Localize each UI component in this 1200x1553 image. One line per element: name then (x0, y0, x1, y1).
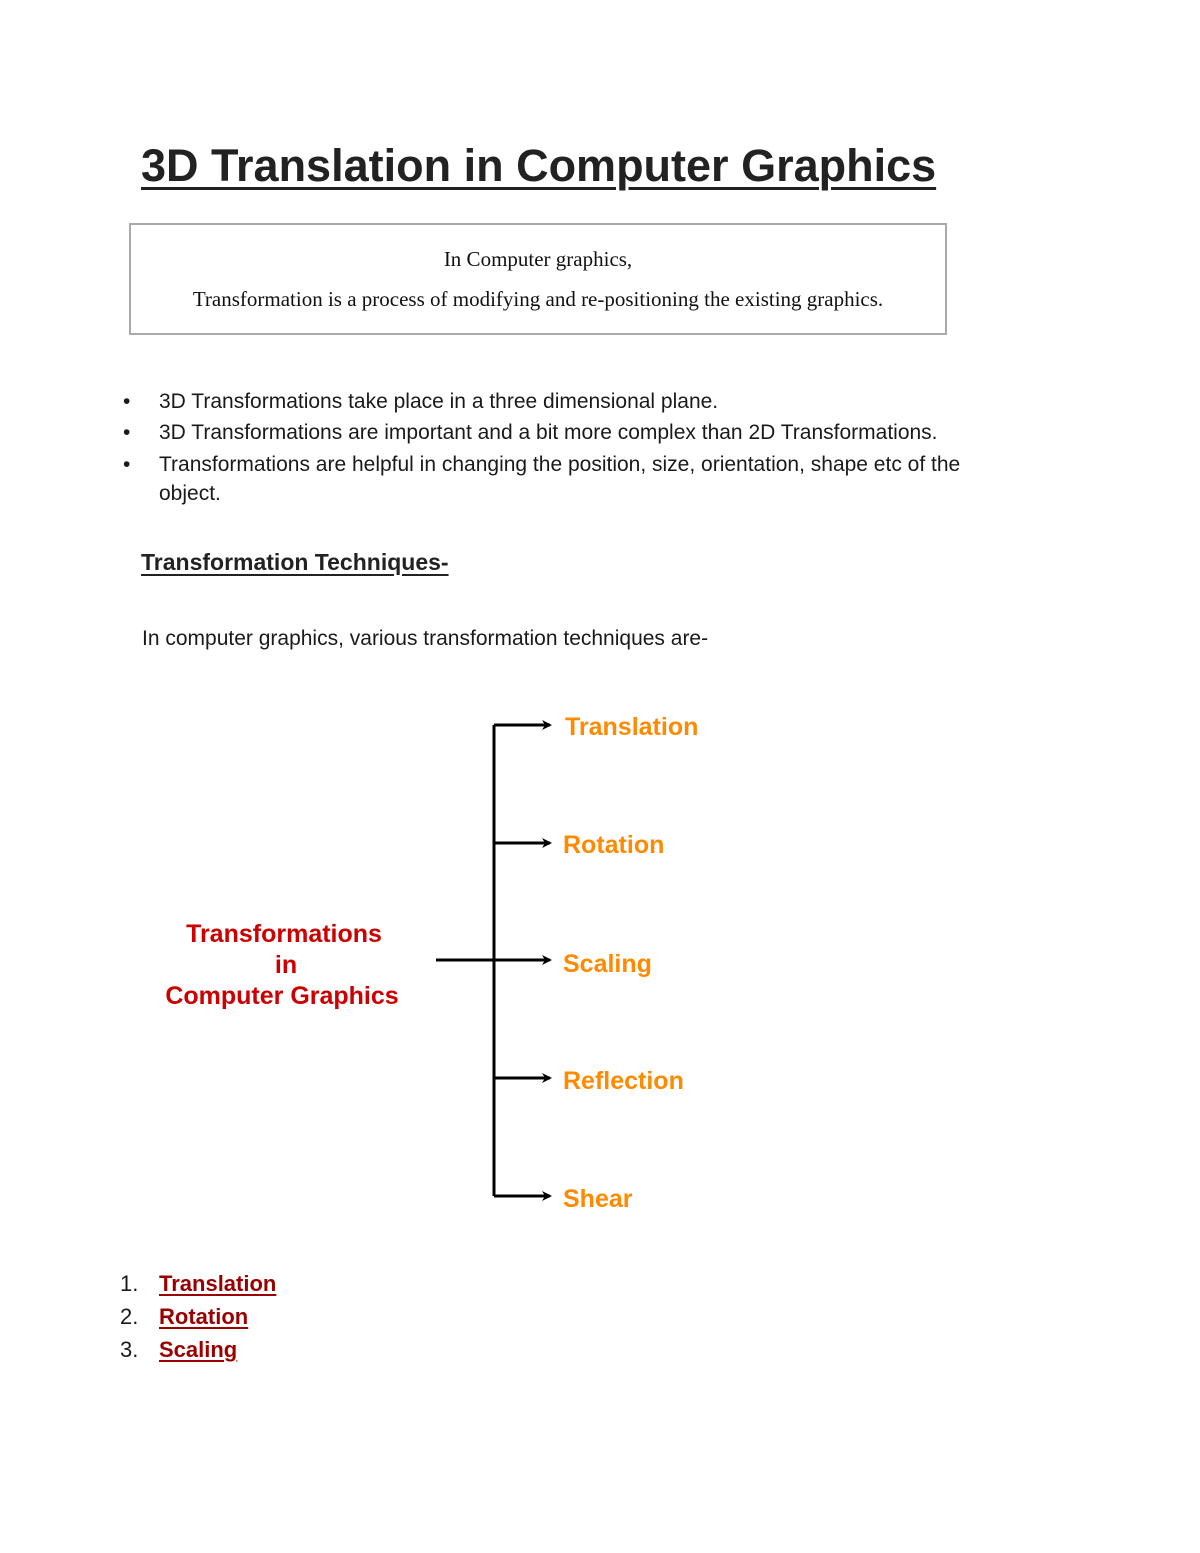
link-scaling[interactable]: Scaling (159, 1337, 238, 1362)
bullet-list (123, 386, 1079, 508)
bullet-text: 3D Transformations take place in a three dimensional plane. (159, 390, 719, 413)
diagram-target-rotation: Rotation (563, 831, 665, 859)
bullet-dot-icon: • (123, 390, 131, 413)
bullet-text: 3D Transformations are important and a bit more complex than 2D Transformations. (159, 421, 938, 444)
bullet-dot-icon: • (123, 421, 131, 444)
section-heading: Transformation Techniques- (141, 549, 449, 575)
link-rotation[interactable]: Rotation (159, 1304, 249, 1329)
numbered-item (120, 1333, 276, 1366)
bullet-text-continued: object. (159, 482, 221, 505)
bullet-item (123, 417, 1079, 448)
diagram-target-reflection: Reflection (563, 1067, 684, 1095)
diagram-source-line-1: Transformations (186, 920, 382, 948)
transformations-diagram (0, 690, 1200, 1230)
bullet-item (123, 450, 1079, 508)
item-number: 2. (120, 1304, 139, 1329)
diagram-source-line-2: in (274, 951, 298, 979)
diagram-target-scaling: Scaling (563, 950, 652, 978)
item-number: 1. (120, 1271, 139, 1296)
bullet-text: Transformations are helpful in changing the position, size, orientation, shape etc of the (159, 453, 961, 476)
diagram-source-line-3: Computer Graphics (165, 982, 399, 1010)
definition-box (129, 223, 947, 335)
numbered-item (120, 1267, 276, 1300)
link-translation[interactable]: Translation (159, 1271, 277, 1296)
item-number: 3. (120, 1337, 139, 1362)
diagram-target-shear: Shear (563, 1185, 633, 1213)
page-title: 3D Translation in Computer Graphics (141, 140, 937, 191)
definition-line-1: In Computer graphics, (443, 247, 633, 271)
bullet-dot-icon: • (123, 453, 131, 476)
bullet-item (123, 386, 1079, 417)
definition-line-2: Transformation is a process of modifying and re-positioning the existing graphics. (192, 287, 884, 311)
numbered-item (120, 1300, 276, 1333)
intro-text: In computer graphics, various transformation techniques are- (142, 627, 709, 650)
diagram-target-translation: Translation (565, 713, 699, 741)
numbered-list (120, 1267, 276, 1366)
